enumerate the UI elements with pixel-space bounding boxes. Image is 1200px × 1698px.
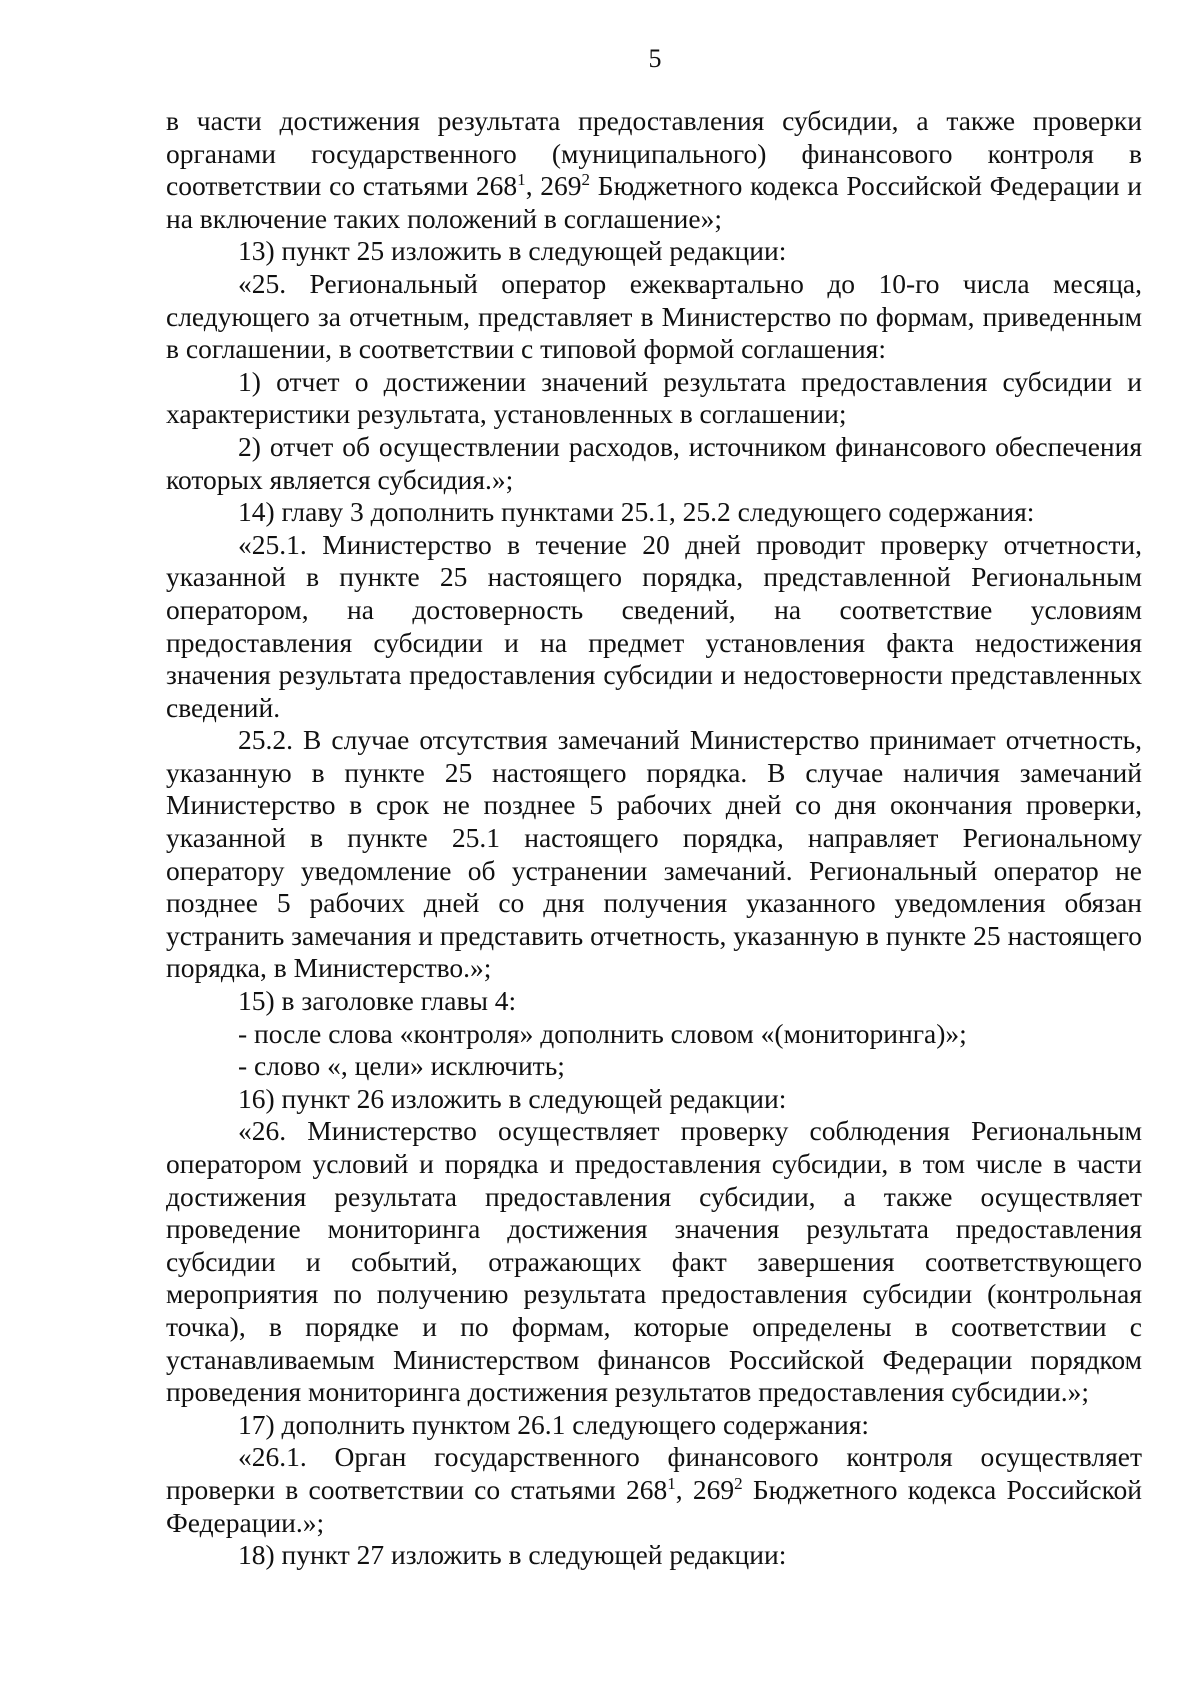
paragraph-item-14: 14) главу 3 дополнить пунктами 25.1, 25.2 следующего содержания: (238, 496, 1035, 528)
paragraph-dash-1: - после слова «контроля» дополнить словом «(мониторинга)»; (238, 1017, 967, 1049)
paragraph-subitem-1: 1) отчет о достижении значений результата предоставления субсидии и характеристики результата, установленных в соглашении; (166, 365, 1142, 430)
paragraph-point-26-1 (166, 1441, 1142, 1539)
paragraph-text: , 269 (525, 170, 582, 202)
superscript: 2 (734, 1473, 743, 1493)
paragraph-text: Бюджетного кодекса Российской Федерации.»; (166, 1473, 1143, 1538)
paragraph-continuation (166, 105, 1142, 235)
paragraph-item-18: 18) пункт 27 изложить в следующей редакции: (238, 1539, 787, 1571)
superscript: 1 (517, 170, 526, 190)
paragraph-dash-2: - слово «, цели» исключить; (238, 1050, 565, 1082)
paragraph-text: Бюджетного кодекса Российской Федерации и на включение таких положений в соглашение»; (166, 170, 1142, 234)
paragraph-text: «26.1. Орган государственного финансового контроля осуществляет проверки в соответствии со статьями 268 (166, 1441, 1142, 1505)
paragraph-point-26: «26. Министерство осуществляет проверку соблюдения Региональным оператором условий и порядка и предоставления субсидии, в том числе в части достижения результата предоставления субсидии, а также осуществляет проведение мониторинга достижения значения результата предоставления субсидии и событий, отражающих факт завершения соответствующего мероприятия по получению результата предоставления субсидии (контрольная точка), в порядке и по формам, которые определены в соответствии с устанавливаемым Министерством финансов Российской Федерации порядком проведения мониторинга достижения результатов предоставления субсидии.»; (166, 1115, 1142, 1408)
paragraph-item-17: 17) дополнить пунктом 26.1 следующего содержания: (238, 1408, 870, 1440)
paragraph-subitem-2: 2) отчет об осуществлении расходов, источником финансового обеспечения которых является субсидия.»; (166, 430, 1142, 495)
paragraph-item-16: 16) пункт 26 изложить в следующей редакции: (238, 1082, 787, 1114)
paragraph-text: в части достижения результата предоставления субсидии, а также проверки органами государственного (муниципального) финансового контроля в соответствии со статьями 268 (166, 105, 1142, 202)
paragraph-point-25: «25. Региональный оператор ежеквартально до 10-го числа месяца, следующего за отчетным, представляет в Министерство по формам, приведенным в соглашении, в соответствии с типовой формой соглашения: (166, 267, 1142, 365)
paragraph-point-25-1: «25.1. Министерство в течение 20 дней проводит проверку отчетности, указанной в пункте 25 настоящего порядка, представленной Региональным оператором, на достоверность сведений, на соответствие условиям предоставления субсидии и на предмет установления факта недостижения значения результата предоставления субсидии и недостоверности представленных сведений. (166, 528, 1142, 723)
paragraph-item-13: 13) пункт 25 изложить в следующей редакции: (238, 235, 787, 267)
page-number: 5 (648, 44, 662, 73)
paragraph-point-25-2: 25.2. В случае отсутствия замечаний Министерство принимает отчетность, указанную в пункте 25 настоящего порядка. В случае наличия замечаний Министерство в срок не позднее 5 рабочих дней со дня окончания проверки, указанной в пункте 25.1 настоящего порядка, направляет Региональному оператору уведомление об устранении замечаний. Региональный оператор не позднее 5 рабочих дней со дня получения указанного уведомления обязан устранить замечания и представить отчетность, указанную в пункте 25 настоящего порядка, в Министерство.»; (166, 724, 1142, 984)
paragraph-item-15: 15) в заголовке главы 4: (238, 985, 517, 1017)
document-body (166, 105, 1142, 1572)
superscript: 1 (667, 1473, 676, 1493)
superscript: 2 (581, 170, 591, 190)
paragraph-text: , 269 (675, 1473, 735, 1505)
